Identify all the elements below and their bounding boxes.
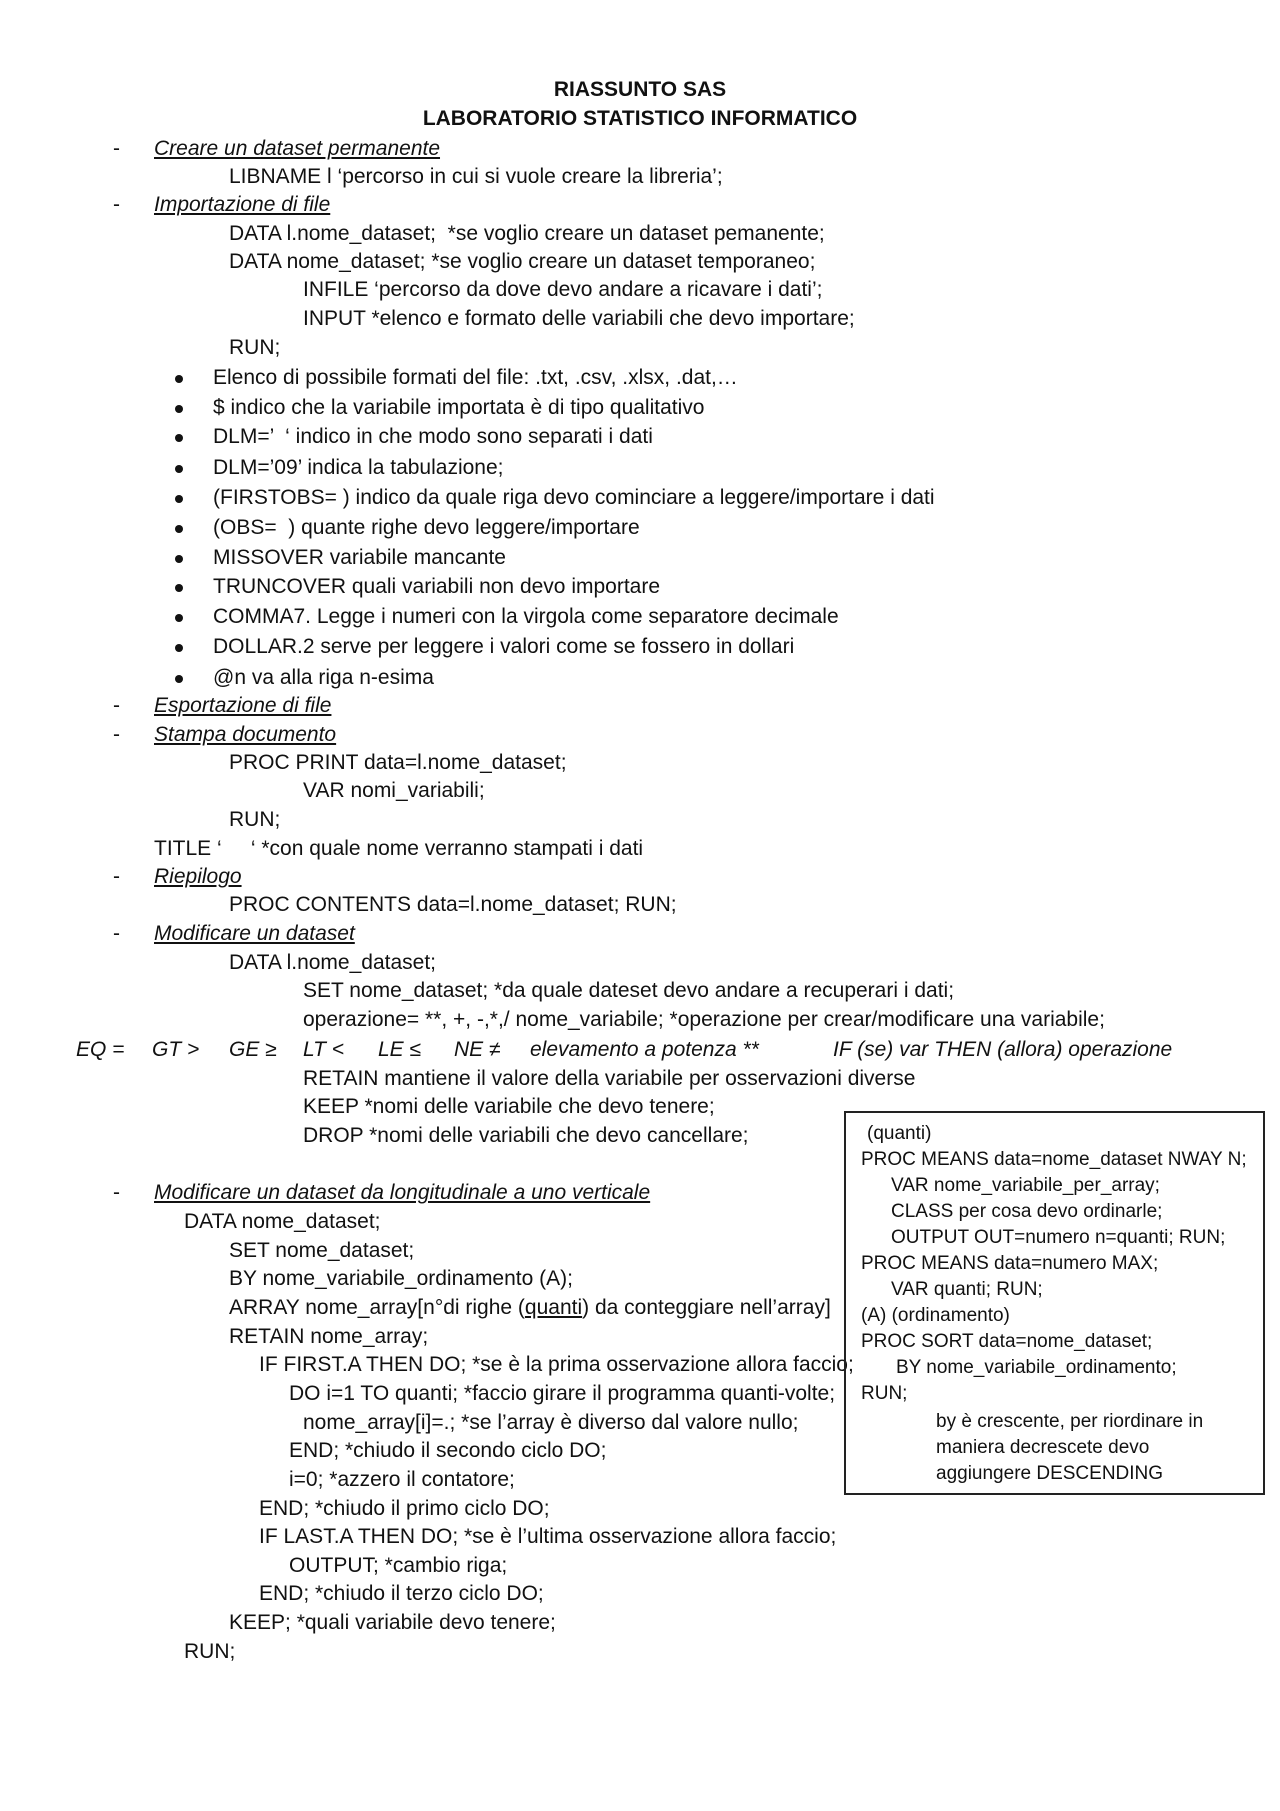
code-line: TITLE ‘ ‘ *con quale nome verranno stampati i dati bbox=[154, 837, 644, 860]
operator-gt: GT > bbox=[152, 1038, 200, 1061]
code-line: SET nome_dataset; *da quale dateset devo andare a recuperari i dati; bbox=[303, 979, 955, 1002]
code-line: SET nome_dataset; bbox=[229, 1239, 415, 1262]
note-line: (A) (ordinamento) bbox=[861, 1305, 1010, 1326]
bullet-item: @n va alla riga n-esima bbox=[213, 666, 434, 689]
operator-if: IF (se) var THEN (allora) operazione bbox=[833, 1038, 1173, 1061]
code-line: END; *chiudo il terzo ciclo DO; bbox=[259, 1582, 544, 1605]
note-line: maniera decrescete devo bbox=[936, 1437, 1150, 1458]
note-line: PROC SORT data=nome_dataset; bbox=[861, 1331, 1153, 1352]
section-heading-import: Importazione di file bbox=[154, 193, 331, 216]
bullet-dot bbox=[175, 614, 183, 622]
note-line: PROC MEANS data=nome_dataset NWAY N; bbox=[861, 1149, 1247, 1170]
code-line: KEEP *nomi delle variabile che devo tenere; bbox=[303, 1095, 715, 1118]
page-title: RIASSUNTO SAS bbox=[553, 78, 727, 101]
operator-lt: LT < bbox=[303, 1038, 345, 1061]
note-line: VAR quanti; RUN; bbox=[891, 1279, 1043, 1300]
bullet-dot bbox=[175, 434, 183, 442]
operator-ge: GE ≥ bbox=[229, 1038, 277, 1061]
note-line: (quanti) bbox=[867, 1123, 932, 1144]
note-line: by è crescente, per riordinare in bbox=[936, 1411, 1204, 1432]
code-line: RUN; bbox=[229, 808, 281, 831]
bullet-dot bbox=[175, 375, 183, 383]
code-line: nome_array[i]=.; *se l’array è diverso dal valore nullo; bbox=[303, 1411, 799, 1434]
bullet-item: DOLLAR.2 serve per leggere i valori come se fossero in dollari bbox=[213, 635, 795, 658]
operator-power: elevamento a potenza ** bbox=[530, 1038, 759, 1061]
code-line: DATA nome_dataset; *se voglio creare un dataset temporaneo; bbox=[229, 250, 816, 273]
operator-eq: EQ = bbox=[76, 1038, 125, 1061]
bullet-item: COMMA7. Legge i numeri con la virgola come separatore decimale bbox=[213, 605, 839, 628]
code-line: BY nome_variabile_ordinamento (A); bbox=[229, 1267, 573, 1290]
code-line: DROP *nomi delle variabili che devo cancellare; bbox=[303, 1124, 749, 1147]
bullet-dot bbox=[175, 495, 183, 503]
code-line: operazione= **, +, -,*,/ nome_variabile; *operazione per crear/modificare una variabile; bbox=[303, 1008, 1105, 1031]
section-dash: - bbox=[113, 137, 120, 160]
bullet-dot bbox=[175, 644, 183, 652]
section-dash: - bbox=[113, 193, 120, 216]
code-line: RETAIN nome_array; bbox=[229, 1325, 429, 1348]
code-line: OUTPUT; *cambio riga; bbox=[289, 1554, 508, 1577]
note-line: VAR nome_variabile_per_array; bbox=[891, 1175, 1160, 1196]
code-line: DATA l.nome_dataset; *se voglio creare un dataset pemanente; bbox=[229, 222, 825, 245]
code-line: DATA nome_dataset; bbox=[184, 1210, 381, 1233]
note-line: BY nome_variabile_ordinamento; bbox=[896, 1357, 1177, 1378]
section-heading-modify: Modificare un dataset bbox=[154, 922, 355, 945]
code-line: KEEP; *quali variabile devo tenere; bbox=[229, 1611, 556, 1634]
bullet-dot bbox=[175, 405, 183, 413]
bullet-item: TRUNCOVER quali variabili non devo importare bbox=[213, 575, 661, 598]
code-line: DO i=1 TO quanti; *faccio girare il programma quanti-volte; bbox=[289, 1382, 836, 1405]
bullet-item: Elenco di possibile formati del file: .txt, .csv, .xlsx, .dat,… bbox=[213, 366, 738, 389]
page-subtitle: LABORATORIO STATISTICO INFORMATICO bbox=[422, 107, 858, 130]
section-dash: - bbox=[113, 922, 120, 945]
operator-ne: NE ≠ bbox=[454, 1038, 501, 1061]
section-dash: - bbox=[113, 723, 120, 746]
section-dash: - bbox=[113, 865, 120, 888]
code-line: INPUT *elenco e formato delle variabili che devo importare; bbox=[303, 307, 855, 330]
section-heading-create-dataset: Creare un dataset permanente bbox=[154, 137, 441, 160]
code-line: LIBNAME l ‘percorso in cui si vuole creare la libreria’; bbox=[229, 165, 723, 188]
section-dash: - bbox=[113, 1181, 120, 1204]
bullet-dot bbox=[175, 584, 183, 592]
code-line: RUN; bbox=[184, 1640, 236, 1663]
section-heading-print: Stampa documento bbox=[154, 723, 337, 746]
bullet-item: $ indico che la variabile importata è di tipo qualitativo bbox=[213, 396, 705, 419]
code-line: DATA l.nome_dataset; bbox=[229, 951, 436, 974]
bullet-item: DLM=’ ‘ indico in che modo sono separati i dati bbox=[213, 425, 653, 448]
note-line: aggiungere DESCENDING bbox=[936, 1463, 1164, 1484]
code-line: IF FIRST.A THEN DO; *se è la prima osservazione allora faccio; bbox=[259, 1353, 854, 1376]
operator-le: LE ≤ bbox=[378, 1038, 422, 1061]
section-heading-export: Esportazione di file bbox=[154, 694, 332, 717]
code-line-array bbox=[229, 1294, 831, 1322]
note-line: CLASS per cosa devo ordinarle; bbox=[891, 1201, 1163, 1222]
note-line: RUN; bbox=[861, 1383, 908, 1404]
code-line: VAR nomi_variabili; bbox=[303, 779, 485, 802]
section-heading-longitudinal: Modificare un dataset da longitudinale a uno verticale bbox=[154, 1181, 651, 1204]
bullet-item: DLM=’09’ indica la tabulazione; bbox=[213, 456, 504, 479]
note-line: OUTPUT OUT=numero n=quanti; RUN; bbox=[891, 1227, 1226, 1248]
code-line: RUN; bbox=[229, 336, 281, 359]
code-line: i=0; *azzero il contatore; bbox=[289, 1468, 515, 1491]
section-dash: - bbox=[113, 694, 120, 717]
code-line: END; *chiudo il primo ciclo DO; bbox=[259, 1497, 550, 1520]
code-line: END; *chiudo il secondo ciclo DO; bbox=[289, 1439, 607, 1462]
section-heading-summary: Riepilogo bbox=[154, 865, 242, 888]
bullet-dot bbox=[175, 465, 183, 473]
code-line: PROC CONTENTS data=l.nome_dataset; RUN; bbox=[229, 893, 677, 916]
array-text-end: ) da conteggiare nell’array] bbox=[582, 1296, 831, 1319]
bullet-item: MISSOVER variabile mancante bbox=[213, 546, 506, 569]
code-line: INFILE ‘percorso da dove devo andare a ricavare i dati’; bbox=[303, 278, 823, 301]
bullet-item: (OBS= ) quante righe devo leggere/importare bbox=[213, 516, 640, 539]
bullet-dot bbox=[175, 555, 183, 563]
note-box bbox=[844, 1111, 1265, 1495]
note-line: PROC MEANS data=numero MAX; bbox=[861, 1253, 1159, 1274]
code-line: RETAIN mantiene il valore della variabile per osservazioni diverse bbox=[303, 1067, 916, 1090]
code-line: IF LAST.A THEN DO; *se è l’ultima osservazione allora faccio; bbox=[259, 1525, 837, 1548]
code-line: PROC PRINT data=l.nome_dataset; bbox=[229, 751, 567, 774]
bullet-item: (FIRSTOBS= ) indico da quale riga devo cominciare a leggere/importare i dati bbox=[213, 486, 935, 509]
bullet-dot bbox=[175, 525, 183, 533]
bullet-dot bbox=[175, 675, 183, 683]
array-text-quanti: quanti bbox=[524, 1296, 583, 1319]
array-text-start: ARRAY nome_array[n°di righe ( bbox=[229, 1296, 525, 1319]
